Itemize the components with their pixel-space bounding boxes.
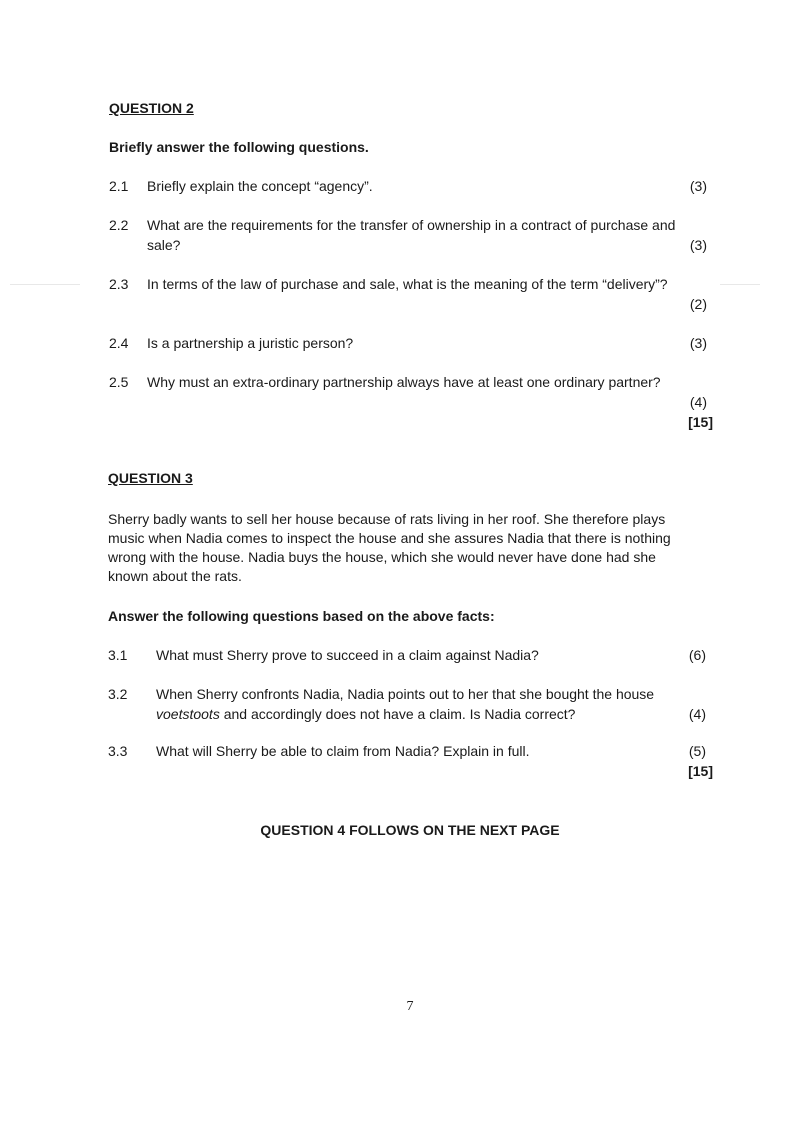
item-mark: (3) xyxy=(689,178,707,194)
item-mark: (3) xyxy=(689,237,707,253)
item-number: 2.3 xyxy=(109,276,129,292)
item-text: When Sherry confronts Nadia, Nadia points out to her that she bought the house xyxy=(156,686,655,702)
question-2-instruction: Briefly answer the following questions. xyxy=(109,139,369,155)
question-2-total: [15] xyxy=(688,414,713,430)
item-number: 2.1 xyxy=(109,178,129,194)
item-text-continued: sale? xyxy=(147,237,181,253)
item-text: Why must an extra-ordinary partnership always have at least one ordinary partner? xyxy=(147,374,661,390)
scenario-line: music when Nadia comes to inspect the house and she assures Nadia that there is nothing xyxy=(108,530,671,546)
item-text-continued xyxy=(156,704,575,724)
item-number: 3.2 xyxy=(108,686,128,702)
item-number: 2.2 xyxy=(109,217,129,233)
question-3-heading: QUESTION 3 xyxy=(108,470,193,486)
scan-artifact xyxy=(720,284,760,285)
item-mark: (5) xyxy=(688,743,706,759)
item-text-rest: and accordingly does not have a claim. Is Nadia correct? xyxy=(219,706,576,722)
question-2-heading: QUESTION 2 xyxy=(109,100,194,116)
item-mark: (6) xyxy=(688,647,706,663)
item-text: In terms of the law of purchase and sale, what is the meaning of the term “delivery”? xyxy=(147,276,668,292)
item-text: What will Sherry be able to claim from Nadia? Explain in full. xyxy=(156,743,530,759)
item-text: What must Sherry prove to succeed in a claim against Nadia? xyxy=(156,647,539,663)
scenario-line: wrong with the house. Nadia buys the house, which she would never have done had she xyxy=(108,549,656,565)
page-number: 7 xyxy=(406,999,414,1014)
item-text: Briefly explain the concept “agency”. xyxy=(147,178,373,194)
scenario-line: known about the rats. xyxy=(108,568,242,584)
item-mark: (2) xyxy=(689,296,707,312)
item-text: Is a partnership a juristic person? xyxy=(147,335,354,351)
item-number: 2.5 xyxy=(109,374,129,390)
scan-artifact xyxy=(10,284,80,285)
next-page-notice: QUESTION 4 FOLLOWS ON THE NEXT PAGE xyxy=(260,822,560,838)
voetstoots-term: voetstoots xyxy=(156,706,220,722)
item-text: What are the requirements for the transfer of ownership in a contract of purchase and xyxy=(147,217,676,233)
item-number: 2.4 xyxy=(109,335,129,351)
item-mark: (3) xyxy=(689,335,707,351)
item-mark: (4) xyxy=(688,706,706,722)
item-mark: (4) xyxy=(689,394,707,410)
question-3-instruction: Answer the following questions based on the above facts: xyxy=(108,608,495,624)
item-number: 3.3 xyxy=(108,743,128,759)
item-number: 3.1 xyxy=(108,647,128,663)
question-3-total: [15] xyxy=(688,763,713,779)
scenario-line: Sherry badly wants to sell her house because of rats living in her roof. She therefore plays xyxy=(108,511,666,527)
